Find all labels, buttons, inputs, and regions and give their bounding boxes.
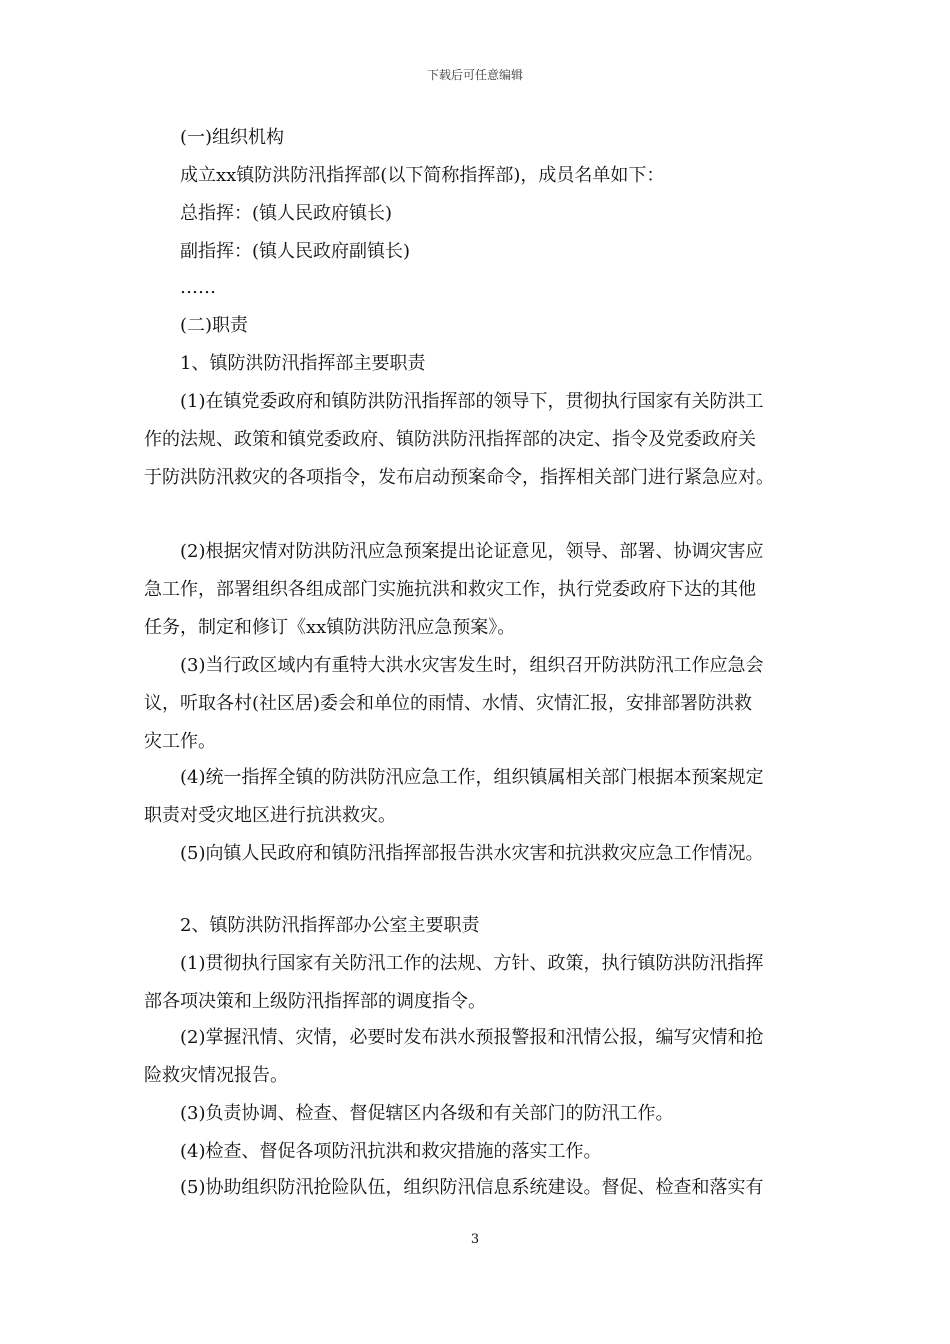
paragraph-line: 险救灾情况报告。	[144, 1065, 288, 1086]
subsection-heading: 2、镇防洪防汛指挥部办公室主要职责	[180, 915, 480, 936]
paragraph-line: (4)统一指挥全镇的防洪防汛应急工作，组织镇属相关部门根据本预案规定	[180, 767, 764, 788]
paragraph-line: (2)掌握汛情、灾情，必要时发布洪水预报警报和汛情公报，编写灾情和抢	[180, 1027, 764, 1048]
paragraph-line: (3)负责协调、检查、督促辖区内各级和有关部门的防汛工作。	[180, 1103, 674, 1124]
paragraph-line: 灾工作。	[144, 731, 216, 752]
paragraph-line: 任务，制定和修订《xx镇防洪防汛应急预案》。	[144, 617, 516, 638]
paragraph-line: 成立xx镇防洪防汛指挥部(以下简称指挥部)，成员名单如下：	[180, 165, 665, 186]
section-heading: (二)职责	[180, 315, 249, 336]
paragraph-line: 急工作，部署组织各组成部门实施抗洪和救灾工作，执行党委政府下达的其他	[144, 579, 756, 600]
paragraph-line: 于防洪防汛救灾的各项指令，发布启动预案命令，指挥相关部门进行紧急应对。	[144, 467, 774, 488]
paragraph-line: 职责对受灾地区进行抗洪救灾。	[144, 805, 396, 826]
paragraph-line: (4)检查、督促各项防汛抗洪和救灾措施的落实工作。	[180, 1141, 602, 1162]
section-heading: (一)组织机构	[180, 127, 285, 148]
paragraph-line: (3)当行政区域内有重特大洪水灾害发生时，组织召开防洪防汛工作应急会	[180, 655, 764, 676]
paragraph-line: (2)根据灾情对防洪防汛应急预案提出论证意见，领导、部署、协调灾害应	[180, 541, 764, 562]
paragraph-line: 部各项决策和上级防汛指挥部的调度指令。	[144, 991, 486, 1012]
paragraph-line: 副指挥：(镇人民政府副镇长)	[180, 241, 411, 262]
page-number: 3	[470, 1232, 480, 1247]
paragraph-line: 作的法规、政策和镇党委政府、镇防洪防汛指挥部的决定、指令及党委政府关	[144, 429, 756, 450]
paragraph-line: (1)贯彻执行国家有关防汛工作的法规、方针、政策，执行镇防洪防汛指挥	[180, 953, 764, 974]
ellipsis-line: ……	[180, 277, 216, 298]
paragraph-line: 总指挥：(镇人民政府镇长)	[180, 203, 393, 224]
page-header: 下载后可任意编辑	[426, 68, 523, 82]
paragraph-line: (5)协助组织防汛抢险队伍，组织防汛信息系统建设。督促、检查和落实有	[180, 1177, 764, 1198]
paragraph-line: 议，听取各村(社区居)委会和单位的雨情、水情、灾情汇报，安排部署防洪救	[144, 693, 753, 714]
subsection-heading: 1、镇防洪防汛指挥部主要职责	[180, 353, 426, 374]
paragraph-line: (5)向镇人民政府和镇防汛指挥部报告洪水灾害和抗洪救灾应急工作情况。	[180, 843, 764, 864]
paragraph-line: (1)在镇党委政府和镇防洪防汛指挥部的领导下，贯彻执行国家有关防洪工	[180, 391, 764, 412]
